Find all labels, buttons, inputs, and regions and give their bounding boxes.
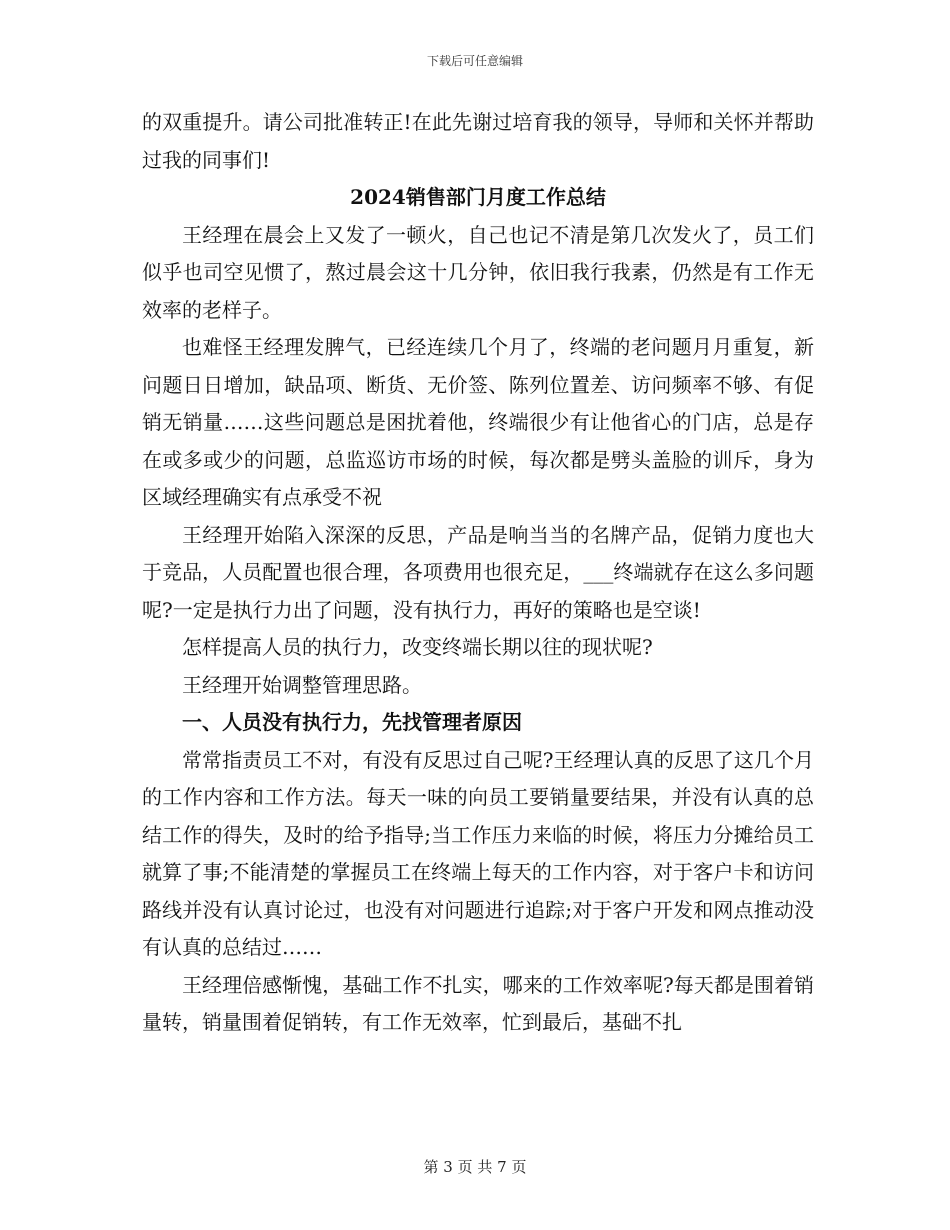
- document-body: [142, 104, 814, 1042]
- page-number: 第 3 页 共 7 页: [423, 1158, 527, 1176]
- section-paragraph: 王经理倍感惭愧，基础工作不扎实，哪来的工作效率呢?每天都是围着销量转，销量围着促销转，有工作无效率，忙到最后，基础不扎: [142, 972, 814, 1034]
- section-paragraph: 常常指责员工不对，有没有反思过自己呢?王经理认真的反思了这几个月的工作内容和工作方法。每天一味的向员工要销量要结果，并没有认真的总结工作的得失，及时的给予指导;当工作压力来临的时候，将压力分摊给员工就算了事;不能清楚的掌握员工在终端上每天的工作内容，对于客户卡和访问路线并没有认真讨论过，也没有对问题进行追踪;对于客户开发和网点推动没有认真的总结过……: [142, 747, 814, 959]
- section-heading: 一、人员没有执行力，先找管理者原因: [182, 710, 522, 734]
- body-paragraph: 王经理在晨会上又发了一顿火，自己也记不清是第几次发火了，员工们似乎也司空见惯了，熬过晨会这十几分钟，依旧我行我素，仍然是有工作无效率的老样子。: [142, 222, 814, 322]
- body-paragraph: 王经理开始调整管理思路。: [182, 672, 422, 697]
- body-paragraph: 也难怪王经理发脾气，已经连续几个月了，终端的老问题月月重复，新问题日日增加，缺品项、断货、无价签、陈列位置差、访问频率不够、有促销无销量……这些问题总是困扰着他，终端很少有让他省心的门店，总是存在或多或少的问题，总监巡访市场的时候，每次都是劈头盖脸的训斥，身为区域经理确实有点承受不祝: [142, 335, 814, 509]
- body-paragraph: 怎样提高人员的执行力，改变终端长期以往的现状呢?: [182, 635, 653, 659]
- continuation-paragraph: 的双重提升。请公司批准转正!在此先谢过培育我的领导，导师和关怀并帮助过我的同事们!: [142, 110, 814, 172]
- body-paragraph: 王经理开始陷入深深的反思，产品是响当当的名牌产品，促销力度也大于竞品，人员配置也很合理，各项费用也很充足，___终端就存在这么多问题呢?一定是执行力出了问题，没有执行力，再好的策略也是空谈!: [142, 522, 814, 622]
- document-title: 2024销售部门月度工作总结: [350, 185, 606, 209]
- header-note: 下载后可任意编辑: [426, 54, 523, 68]
